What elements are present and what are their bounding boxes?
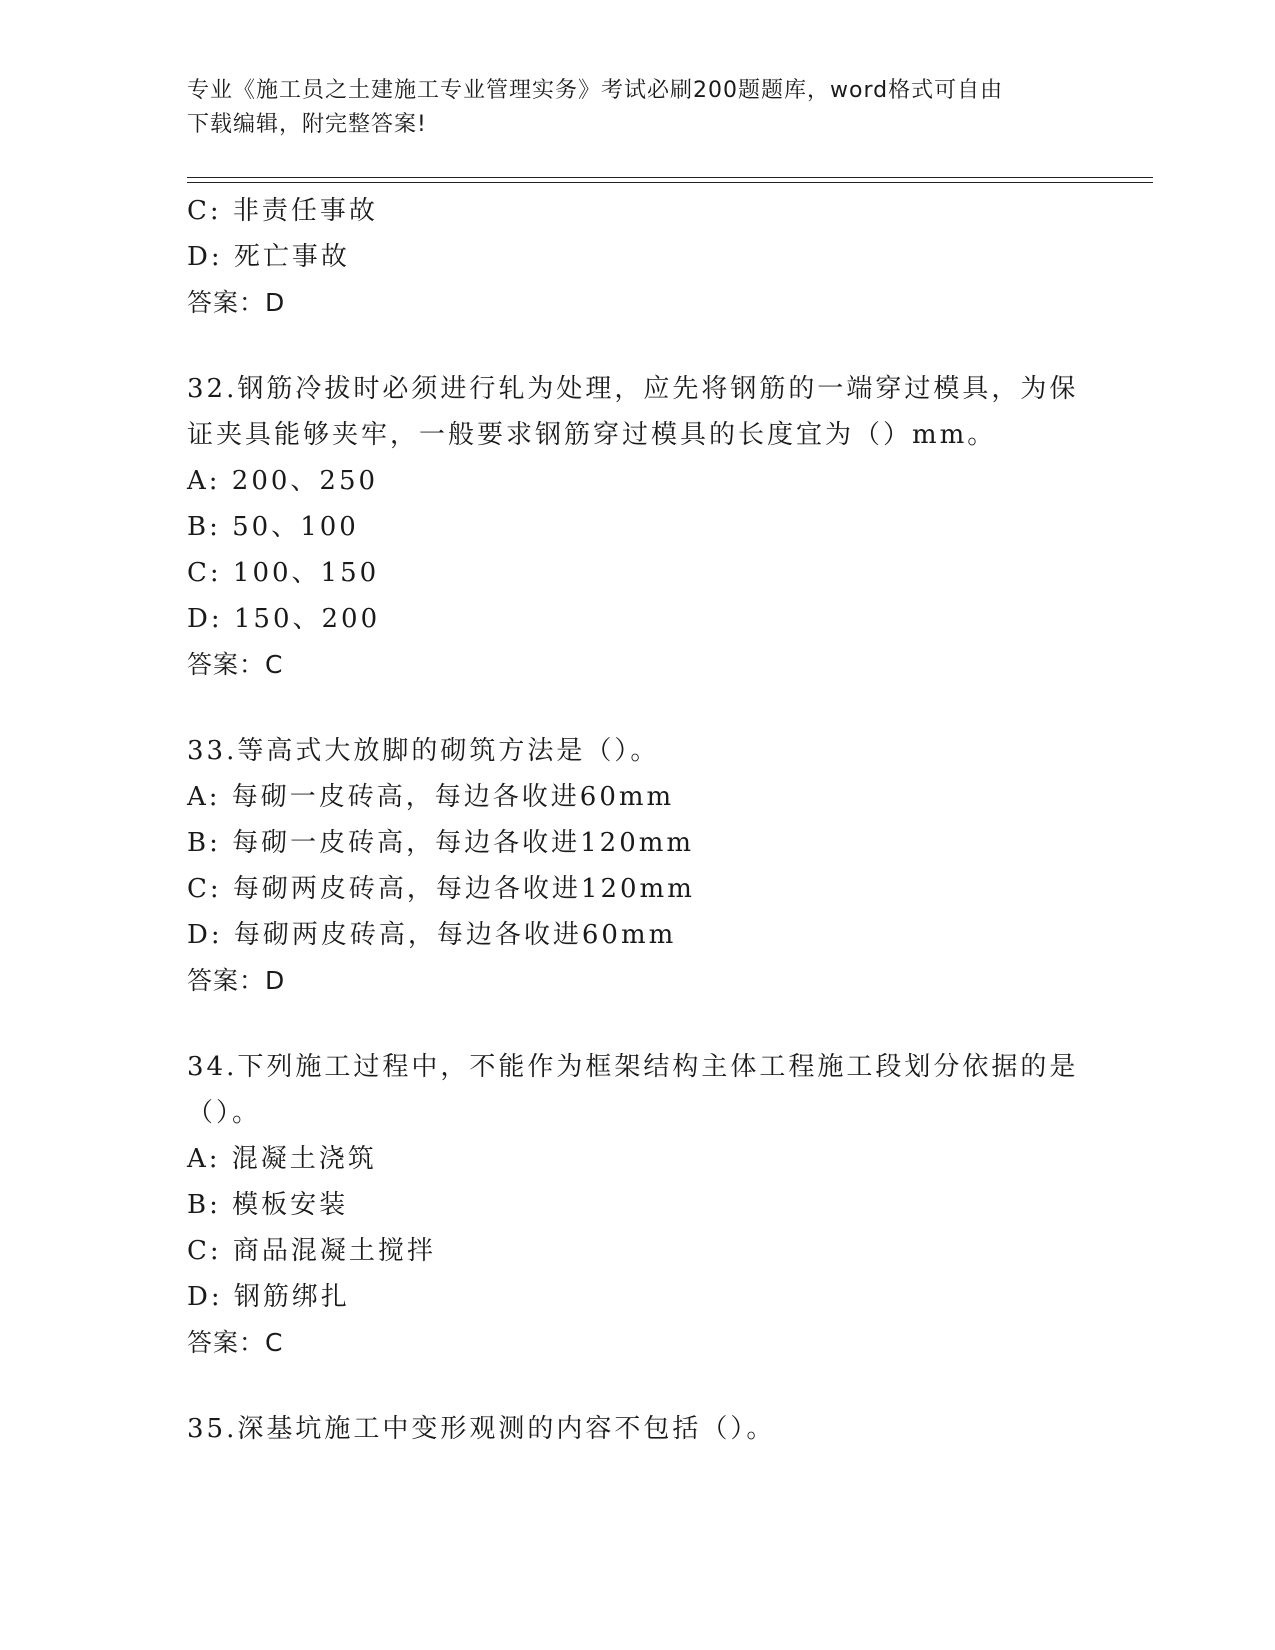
option-a: A: 每砌一皮砖高，每边各收进60mm: [187, 782, 675, 812]
option-b: B: 模板安装: [187, 1190, 349, 1220]
document-header: [187, 74, 1087, 142]
header-line-2: 下载编辑，附完整答案!: [187, 112, 427, 137]
header-line-1: 专业《施工员之土建施工专业管理实务》考试必刷200题题库，word格式可自由: [187, 78, 1004, 103]
answer-line: 答案：C: [187, 650, 284, 679]
question-33: [187, 728, 1087, 1004]
question-stem: 33.等高式大放脚的砌筑方法是（）。: [187, 736, 660, 766]
question-stem: 32.钢筋冷拔时必须进行轧为处理，应先将钢筋的一端穿过模具，为保: [187, 374, 1079, 404]
option-b: B: 50、100: [187, 512, 359, 542]
question-list: [187, 188, 1087, 1452]
header-divider-top: [187, 177, 1153, 178]
question-32: [187, 366, 1087, 688]
question-31-tail: [187, 188, 1087, 326]
question-35: [187, 1406, 1087, 1452]
question-spacer: [187, 326, 1087, 366]
question-spacer: [187, 688, 1087, 728]
question-stem-cont: 证夹具能够夹牢，一般要求钢筋穿过模具的长度宜为（）mm。: [187, 420, 997, 450]
answer-line: 答案：D: [187, 288, 286, 317]
header-divider-bottom: [187, 182, 1153, 183]
option-d: D: 150、200: [187, 604, 381, 634]
option-d: D: 每砌两皮砖高，每边各收进60mm: [187, 920, 677, 950]
question-stem: 34.下列施工过程中，不能作为框架结构主体工程施工段划分依据的是: [187, 1052, 1079, 1082]
option-c: C: 100、150: [187, 558, 380, 588]
question-spacer: [187, 1004, 1087, 1044]
answer-line: 答案：D: [187, 966, 286, 995]
option-c: C: 非责任事故: [187, 196, 378, 226]
answer-line: 答案：C: [187, 1328, 284, 1357]
option-c: C: 每砌两皮砖高，每边各收进120mm: [187, 874, 695, 904]
option-d: D: 钢筋绑扎: [187, 1282, 350, 1312]
question-34: [187, 1044, 1087, 1366]
option-b: B: 每砌一皮砖高，每边各收进120mm: [187, 828, 695, 858]
question-stem-cont: （）。: [187, 1098, 262, 1128]
option-c: C: 商品混凝土搅拌: [187, 1236, 436, 1266]
option-a: A: 混凝土浇筑: [187, 1144, 377, 1174]
option-a: A: 200、250: [187, 466, 379, 496]
question-spacer: [187, 1366, 1087, 1406]
question-stem: 35.深基坑施工中变形观测的内容不包括（）。: [187, 1414, 776, 1444]
option-d: D: 死亡事故: [187, 242, 350, 272]
